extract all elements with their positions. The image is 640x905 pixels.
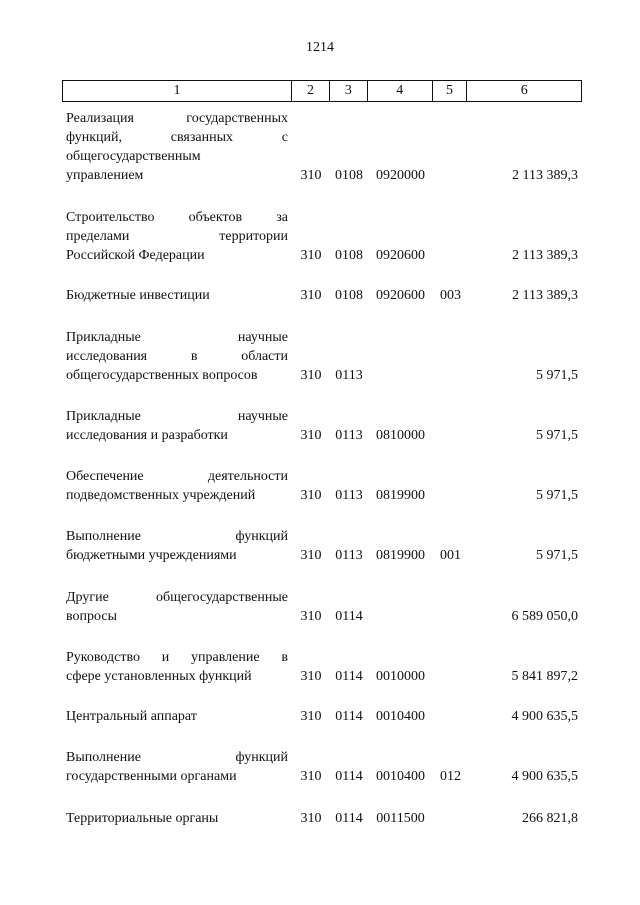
row-name-line: Другие общегосударственные — [66, 590, 288, 605]
header-col-2: 2 — [292, 81, 330, 101]
row-name-line: общегосударственным — [66, 149, 201, 164]
row-name-line: общегосударственных вопросов — [66, 368, 258, 383]
row-name — [66, 109, 288, 185]
row-name-line: Реализация государственных — [66, 111, 288, 126]
cell-col-2: 310 — [300, 709, 322, 724]
cell-col-2: 310 — [300, 368, 322, 383]
row-name-line: Руководство и управление в — [66, 650, 288, 665]
row-name — [66, 286, 288, 305]
cell-col-3: 0114 — [335, 811, 363, 826]
cell-col-4: 0010000 — [376, 669, 425, 684]
header-col-5: 5 — [433, 81, 468, 101]
row-name-line: Бюджетные инвестиции — [66, 288, 210, 303]
table-row — [62, 467, 582, 505]
row-name-line: Строительство объектов за — [66, 210, 288, 225]
cell-col-4: 0011500 — [376, 811, 425, 826]
cell-col-3: 0108 — [335, 168, 363, 183]
cell-col-3: 0108 — [335, 288, 363, 303]
table-row — [62, 707, 582, 726]
cell-col-3: 0113 — [335, 428, 363, 443]
row-name — [66, 809, 288, 828]
row-name-line: государственными органами — [66, 769, 237, 784]
row-name — [66, 588, 288, 626]
row-name — [66, 467, 288, 505]
row-name-line: Прикладные научные — [66, 330, 288, 345]
cell-col-6: 5 841 897,2 — [511, 669, 578, 684]
row-name-line: Российской Федерации — [66, 248, 205, 263]
cell-col-6: 5 971,5 — [536, 368, 578, 383]
cell-col-5: 012 — [440, 769, 461, 784]
cell-col-2: 310 — [300, 811, 322, 826]
row-name — [66, 208, 288, 265]
table-row — [62, 588, 582, 626]
cell-col-6: 4 900 635,5 — [511, 769, 578, 784]
row-name — [66, 328, 288, 385]
header-col-3: 3 — [330, 81, 368, 101]
row-name-line: исследования и разработки — [66, 428, 228, 443]
cell-col-3: 0113 — [335, 548, 363, 563]
table-row — [62, 748, 582, 786]
table-row — [62, 286, 582, 305]
row-name-line: функций, связанных с — [66, 130, 288, 145]
table-row — [62, 407, 582, 445]
row-name-line: исследования в области — [66, 349, 288, 364]
header-col-4: 4 — [368, 81, 433, 101]
cell-col-5: 001 — [440, 548, 461, 563]
cell-col-3: 0113 — [335, 488, 363, 503]
table-row — [62, 109, 582, 185]
cell-col-2: 310 — [300, 248, 322, 263]
cell-col-4: 0010400 — [376, 769, 425, 784]
cell-col-4: 0819900 — [376, 488, 425, 503]
cell-col-4: 0920000 — [376, 168, 425, 183]
row-name — [66, 407, 288, 445]
cell-col-6: 5 971,5 — [536, 488, 578, 503]
cell-col-2: 310 — [300, 669, 322, 684]
cell-col-6: 2 113 389,3 — [512, 248, 578, 263]
page-number: 1214 — [306, 40, 334, 55]
row-name-line: сфере установленных функций — [66, 669, 252, 684]
cell-col-6: 4 900 635,5 — [511, 709, 578, 724]
cell-col-3: 0108 — [335, 248, 363, 263]
row-name-line: Выполнение функций — [66, 750, 288, 765]
cell-col-4: 0920600 — [376, 248, 425, 263]
cell-col-6: 5 971,5 — [536, 428, 578, 443]
row-name-line: пределами территории — [66, 229, 288, 244]
cell-col-6: 5 971,5 — [536, 548, 578, 563]
cell-col-2: 310 — [300, 769, 322, 784]
cell-col-2: 310 — [300, 168, 322, 183]
row-name-line: бюджетными учреждениями — [66, 548, 237, 563]
cell-col-2: 310 — [300, 428, 322, 443]
cell-col-6: 2 113 389,3 — [512, 168, 578, 183]
row-name — [66, 648, 288, 686]
cell-col-6: 2 113 389,3 — [512, 288, 578, 303]
cell-col-4: 0810000 — [376, 428, 425, 443]
header-col-6: 6 — [520, 83, 528, 98]
row-name-line: Обеспечение деятельности — [66, 469, 288, 484]
table-row — [62, 527, 582, 565]
cell-col-4: 0920600 — [376, 288, 425, 303]
cell-col-3: 0113 — [335, 368, 363, 383]
cell-col-3: 0114 — [335, 709, 363, 724]
row-name-line: вопросы — [66, 609, 117, 624]
table-row — [62, 328, 582, 385]
row-name-line: управлением — [66, 168, 144, 183]
cell-col-2: 310 — [300, 488, 322, 503]
row-name-line: Центральный аппарат — [66, 709, 197, 724]
cell-col-6: 6 589 050,0 — [511, 609, 578, 624]
table-row — [62, 809, 582, 828]
cell-col-3: 0114 — [335, 609, 363, 624]
cell-col-3: 0114 — [335, 769, 363, 784]
row-name-line: Территориальные органы — [66, 811, 219, 826]
cell-col-6: 266 821,8 — [522, 811, 578, 826]
row-name-line: Выполнение функций — [66, 529, 288, 544]
cell-col-4: 0010400 — [376, 709, 425, 724]
table-row — [62, 648, 582, 686]
cell-col-3: 0114 — [335, 669, 363, 684]
cell-col-4: 0819900 — [376, 548, 425, 563]
table-row — [62, 208, 582, 265]
row-name — [66, 527, 288, 565]
cell-col-2: 310 — [300, 288, 322, 303]
cell-col-2: 310 — [300, 609, 322, 624]
cell-col-5: 003 — [440, 288, 461, 303]
header-col-1: 1 — [63, 81, 292, 101]
cell-col-2: 310 — [300, 548, 322, 563]
row-name — [66, 707, 288, 726]
row-name-line: Прикладные научные — [66, 409, 288, 424]
row-name-line: подведомственных учреждений — [66, 488, 256, 503]
row-name — [66, 748, 288, 786]
table-header — [62, 80, 582, 102]
